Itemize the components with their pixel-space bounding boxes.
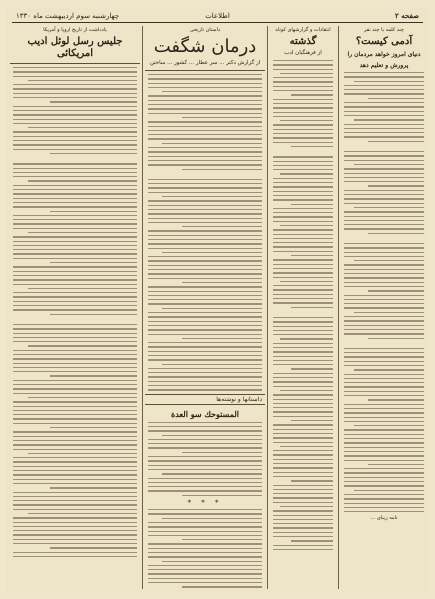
column-4-body xyxy=(10,67,140,557)
paper-name: اطلاعات xyxy=(205,12,230,20)
column-4-headline: جلیس رسل لوئل ادیب امریکائی xyxy=(27,36,123,59)
column-2-sub: از فرهنگیان ادب xyxy=(284,50,322,56)
column-2-headline: گذشته xyxy=(289,36,317,47)
column-3-body-3 xyxy=(145,509,265,589)
column-1-footer: نامه زیبای ... xyxy=(370,515,398,522)
divider xyxy=(145,70,265,71)
column-1-kicker: چند کلمه با چند نفر xyxy=(363,27,404,33)
column-3-body-2 xyxy=(145,422,265,496)
column-3-section-title: المستوحك سو العدة xyxy=(171,408,239,419)
column-3-headline: درمان شگفت xyxy=(153,36,257,57)
column-2-kicker: انتقادات و گزارشهای کوتاه xyxy=(275,27,331,33)
section-break: * * * xyxy=(187,499,223,508)
column-1-subhead-1: دنیای امروز خواهد مردمان را xyxy=(347,51,421,58)
column-2 xyxy=(270,26,336,589)
column-4 xyxy=(10,26,140,589)
newspaper-page xyxy=(6,8,429,593)
column-2-body xyxy=(270,60,336,550)
column-1-headline: آدمی کیست؟ xyxy=(355,36,413,47)
column-1-subhead-2: پرورش و تعلیم دهد xyxy=(359,62,409,69)
masthead xyxy=(12,10,423,23)
page-number: صفحه ۲ xyxy=(395,11,419,20)
column-3-sub: از گزارش دکتر ... سر عطار ... کشور ... ساختن xyxy=(149,60,261,66)
column-rule xyxy=(338,26,339,589)
column-rule xyxy=(267,26,268,589)
divider xyxy=(10,63,140,64)
section-box-header: داستانها و نوشته‌ها xyxy=(145,394,265,405)
column-1 xyxy=(341,26,427,589)
column-4-kicker: یادداشت از تاریخ اروپا و آمریکا xyxy=(43,27,107,33)
column-1-body xyxy=(341,72,427,512)
column-rule xyxy=(142,26,143,589)
column-3 xyxy=(145,26,265,589)
column-3-body xyxy=(145,74,265,391)
column-3-kicker: داستان تاریخی xyxy=(189,27,221,33)
issue-date: چهارشنبه سوم اردیبهشت ماه ۱۳۳۰ xyxy=(16,12,120,20)
